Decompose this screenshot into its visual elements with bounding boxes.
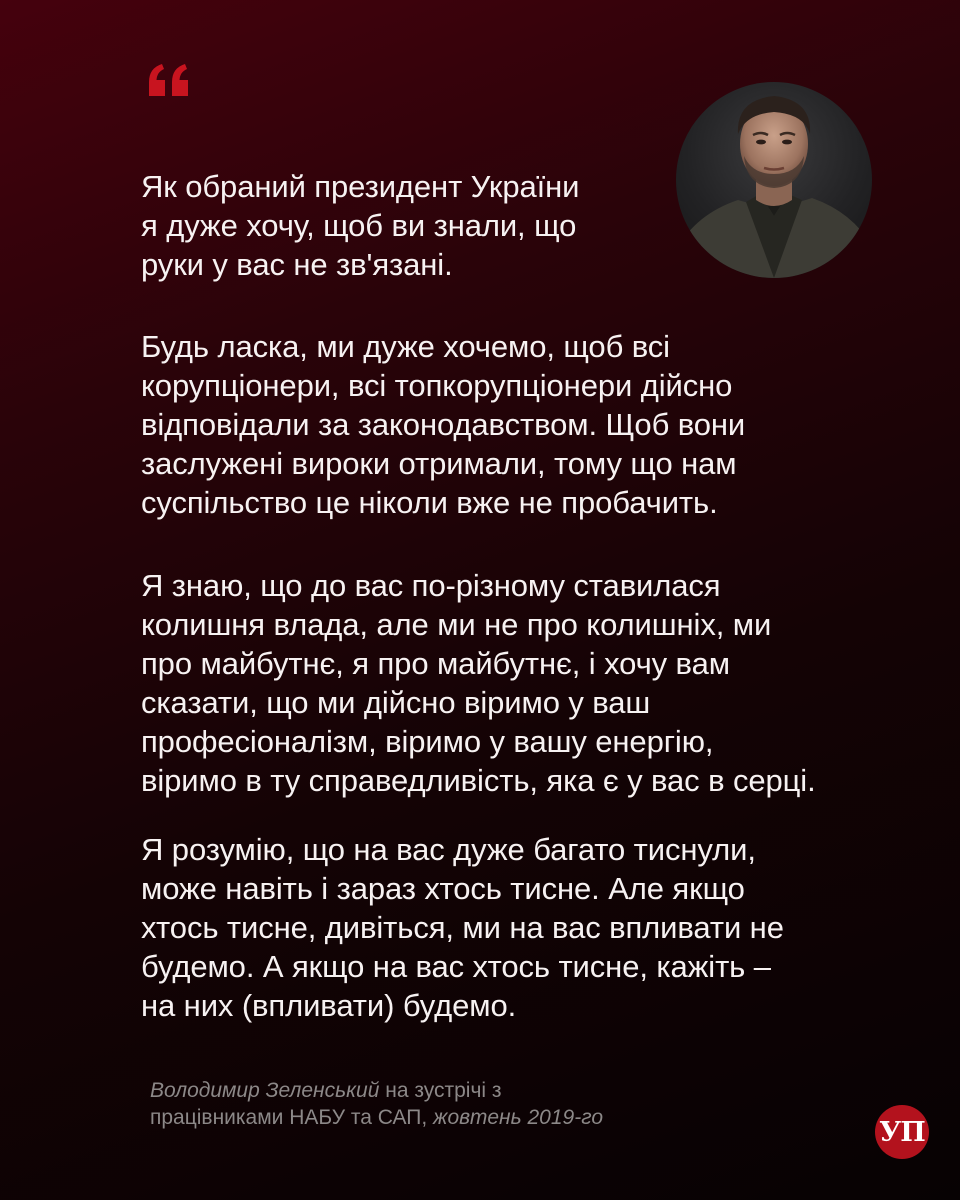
quote-mark-icon	[146, 62, 192, 98]
quote-paragraph-2: Будь ласка, ми дуже хочемо, щоб всі корупціонери, всі топкорупціонери дійсно відповідали за законодавством. Щоб вони заслужені вироки отримали, тому що нам суспільство це ніколи вже не пробачить.	[141, 329, 746, 520]
speaker-portrait	[676, 82, 872, 278]
up-logo	[875, 1105, 929, 1159]
attribution-author: Володимир Зеленський	[150, 1079, 380, 1102]
attribution-caption	[150, 1077, 790, 1131]
quote-paragraph-1: Як обраний президент України я дуже хочу, щоб ви знали, що руки у вас не зв'язані.	[141, 169, 580, 282]
attribution-date: жовтень 2019-го	[433, 1106, 603, 1129]
quote-paragraph-3: Я знаю, що до вас по-різному ставилася колишня влада, але ми не про колишніх, ми про майбутнє, я про майбутнє, і хочу вам сказати, що ми дійсно віримо у ваш професіоналізм, віримо у вашу енергію, віримо в ту справедливість, яка є у вас в серці.	[141, 568, 816, 798]
quote-paragraph-4: Я розумію, що на вас дуже багато тиснули, може навіть і зараз хтось тисне. Але якщо хтось тисне, дивіться, ми на вас впливати не будемо. А якщо на вас хтось тисне, кажіть – на них (впливати) будемо.	[141, 832, 784, 1023]
logo-text: УП	[879, 1116, 925, 1148]
attribution-context-2: працівниками НАБУ та САП,	[150, 1106, 434, 1129]
attribution-context-1: на зустрічі з	[379, 1079, 502, 1102]
